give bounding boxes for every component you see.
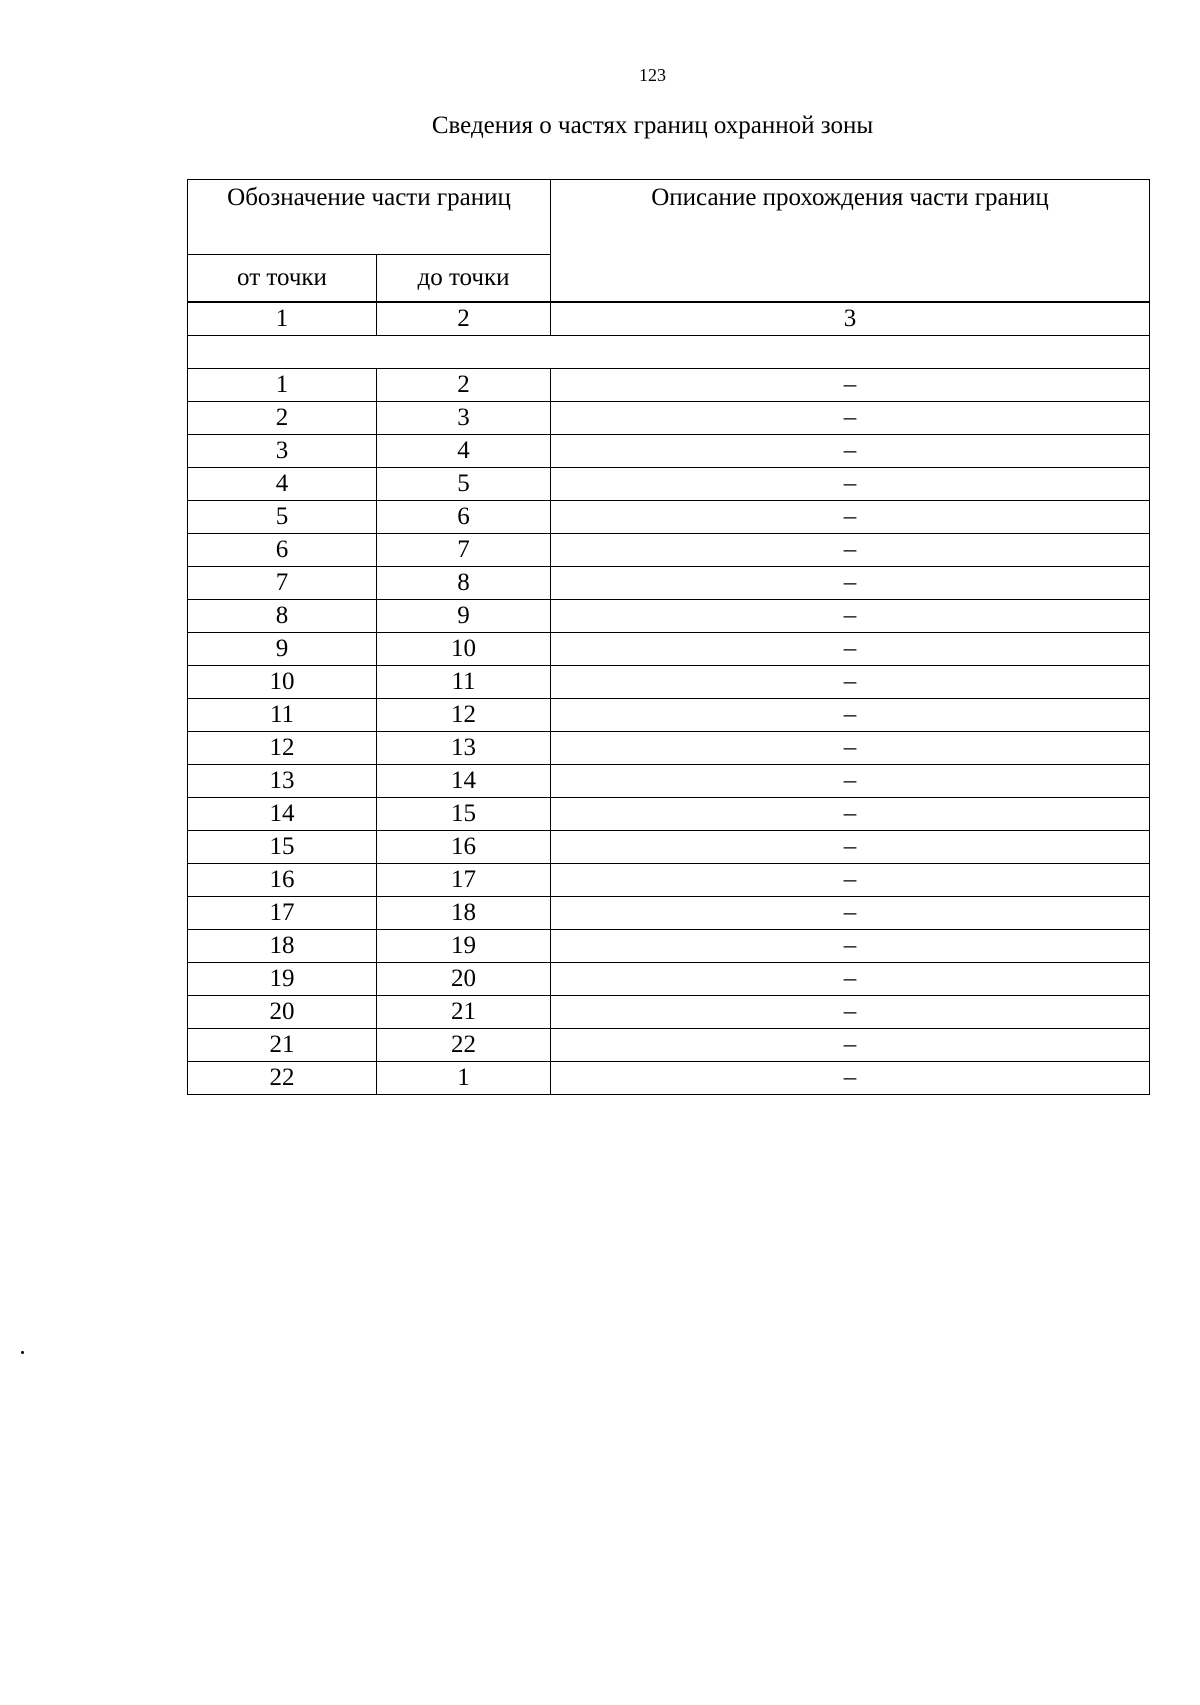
description-cell: – <box>551 930 1150 963</box>
to-point-cell: 1 <box>377 1062 551 1095</box>
to-point-cell: 2 <box>377 369 551 402</box>
to-point-cell: 12 <box>377 699 551 732</box>
description-cell: – <box>551 699 1150 732</box>
page-title: Сведения о частях границ охранной зоны <box>431 112 874 139</box>
table-row <box>188 600 1150 633</box>
from-point-cell: 18 <box>188 930 377 963</box>
from-point-cell: 9 <box>188 633 377 666</box>
from-point-cell: 16 <box>188 864 377 897</box>
from-point-cell: 6 <box>188 534 377 567</box>
description-cell: – <box>551 798 1150 831</box>
table-row <box>188 633 1150 666</box>
stray-dot <box>21 1351 24 1354</box>
header-from-point: от точки <box>188 255 377 302</box>
to-point-cell: 6 <box>377 501 551 534</box>
column-number: 1 <box>188 303 377 336</box>
table-row <box>188 435 1150 468</box>
description-cell: – <box>551 1062 1150 1095</box>
from-point-cell: 7 <box>188 567 377 600</box>
from-point-cell: 22 <box>188 1062 377 1095</box>
to-point-cell: 17 <box>377 864 551 897</box>
table-header <box>187 179 1150 302</box>
to-point-cell: 20 <box>377 963 551 996</box>
from-point-cell: 21 <box>188 1029 377 1062</box>
table-row <box>188 930 1150 963</box>
description-cell: – <box>551 534 1150 567</box>
table-row <box>188 765 1150 798</box>
description-cell: – <box>551 435 1150 468</box>
from-point-cell: 8 <box>188 600 377 633</box>
table-row <box>188 369 1150 402</box>
table-row <box>188 699 1150 732</box>
table-row <box>188 501 1150 534</box>
column-number-row <box>188 303 1150 336</box>
from-point-cell: 12 <box>188 732 377 765</box>
description-cell: – <box>551 600 1150 633</box>
description-cell: – <box>551 633 1150 666</box>
from-point-cell: 13 <box>188 765 377 798</box>
description-cell: – <box>551 567 1150 600</box>
boundary-parts-table <box>187 302 1150 1095</box>
description-cell: – <box>551 501 1150 534</box>
from-point-cell: 17 <box>188 897 377 930</box>
to-point-cell: 15 <box>377 798 551 831</box>
to-point-cell: 3 <box>377 402 551 435</box>
table-row <box>188 666 1150 699</box>
description-cell: – <box>551 732 1150 765</box>
to-point-cell: 7 <box>377 534 551 567</box>
from-point-cell: 10 <box>188 666 377 699</box>
to-point-cell: 19 <box>377 930 551 963</box>
to-point-cell: 21 <box>377 996 551 1029</box>
from-point-cell: 2 <box>188 402 377 435</box>
from-point-cell: 11 <box>188 699 377 732</box>
table-row <box>188 567 1150 600</box>
description-cell: – <box>551 864 1150 897</box>
description-cell: – <box>551 996 1150 1029</box>
to-point-cell: 9 <box>377 600 551 633</box>
header-to-point: до точки <box>377 255 551 302</box>
table-row <box>188 534 1150 567</box>
to-point-cell: 14 <box>377 765 551 798</box>
page-number: 123 <box>639 65 666 85</box>
description-cell: – <box>551 897 1150 930</box>
header-description: Описание прохождения части границ <box>551 180 1150 302</box>
header-designation: Обозначение части границ <box>188 180 551 255</box>
from-point-cell: 14 <box>188 798 377 831</box>
table-row <box>188 831 1150 864</box>
description-cell: – <box>551 1029 1150 1062</box>
from-point-cell: 15 <box>188 831 377 864</box>
table-row <box>188 732 1150 765</box>
from-point-cell: 20 <box>188 996 377 1029</box>
empty-row <box>188 336 1150 369</box>
description-cell: – <box>551 468 1150 501</box>
to-point-cell: 4 <box>377 435 551 468</box>
empty-cell <box>188 336 1150 369</box>
table-row <box>188 468 1150 501</box>
description-cell: – <box>551 402 1150 435</box>
from-point-cell: 19 <box>188 963 377 996</box>
to-point-cell: 18 <box>377 897 551 930</box>
to-point-cell: 10 <box>377 633 551 666</box>
table-row <box>188 1062 1150 1095</box>
table-row <box>188 996 1150 1029</box>
table-row <box>188 798 1150 831</box>
from-point-cell: 4 <box>188 468 377 501</box>
table-row <box>188 1029 1150 1062</box>
description-cell: – <box>551 765 1150 798</box>
table-row <box>188 897 1150 930</box>
description-cell: – <box>551 963 1150 996</box>
from-point-cell: 3 <box>188 435 377 468</box>
to-point-cell: 5 <box>377 468 551 501</box>
to-point-cell: 22 <box>377 1029 551 1062</box>
description-cell: – <box>551 666 1150 699</box>
from-point-cell: 1 <box>188 369 377 402</box>
to-point-cell: 11 <box>377 666 551 699</box>
to-point-cell: 8 <box>377 567 551 600</box>
column-number: 2 <box>377 303 551 336</box>
table-row <box>188 402 1150 435</box>
to-point-cell: 13 <box>377 732 551 765</box>
table-row <box>188 963 1150 996</box>
to-point-cell: 16 <box>377 831 551 864</box>
column-number: 3 <box>551 303 1150 336</box>
description-cell: – <box>551 831 1150 864</box>
from-point-cell: 5 <box>188 501 377 534</box>
table-row <box>188 864 1150 897</box>
description-cell: – <box>551 369 1150 402</box>
